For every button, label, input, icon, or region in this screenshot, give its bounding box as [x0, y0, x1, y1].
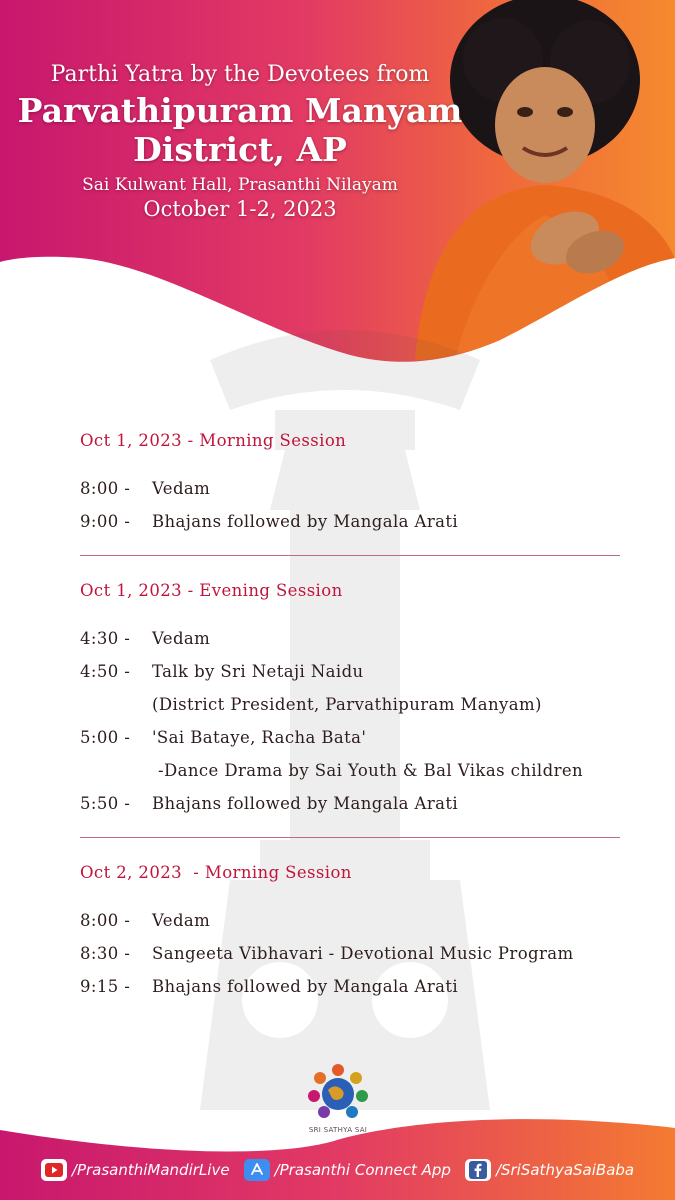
session-block — [80, 858, 620, 1003]
schedule-item — [80, 622, 620, 655]
schedule-item — [80, 472, 620, 505]
youtube-handle: /PrasanthiMandirLive — [71, 1161, 230, 1179]
item-event: Bhajans followed by Mangala Arati — [152, 977, 459, 996]
item-event: Talk by Sri Netaji Naidu — [152, 662, 364, 681]
facebook-link[interactable] — [465, 1159, 634, 1181]
item-event: Bhajans followed by Mangala Arati — [152, 512, 459, 531]
item-time: 9:15 - — [80, 977, 131, 996]
item-time: 8:00 - — [80, 479, 131, 498]
sri-sathya-sai-emblem-icon — [304, 1062, 372, 1124]
session-items — [80, 622, 620, 820]
event-title-line2: Parvathipuram Manyam — [17, 91, 463, 130]
app-link[interactable] — [244, 1159, 451, 1181]
facebook-icon — [465, 1159, 491, 1181]
schedule-item — [80, 505, 620, 538]
item-event: Vedam — [152, 911, 211, 930]
item-time: 8:00 - — [80, 911, 131, 930]
item-event: Vedam — [152, 479, 211, 498]
youtube-icon — [41, 1159, 67, 1181]
session-items — [80, 904, 620, 1003]
item-time: 4:50 - — [80, 662, 131, 681]
session-title: Oct 1, 2023 - Morning Session — [80, 431, 347, 450]
youtube-link[interactable] — [41, 1159, 230, 1181]
session-items — [80, 472, 620, 538]
item-time: 4:30 - — [80, 629, 131, 648]
schedule-item — [80, 787, 620, 820]
schedule-item — [80, 904, 620, 937]
session-divider — [80, 837, 620, 838]
sri-sathya-sai-logo — [297, 1062, 379, 1142]
schedule-item — [80, 937, 620, 970]
schedule — [80, 426, 620, 1003]
item-detail: (District President, Parvathipuram Manyam) — [152, 695, 542, 714]
schedule-item — [80, 970, 620, 1003]
event-title-line1: Parthi Yatra by the Devotees from — [50, 62, 430, 87]
schedule-item — [80, 655, 620, 688]
footer-social-bar — [0, 1152, 675, 1188]
item-time: 9:00 - — [80, 512, 131, 531]
session-divider — [80, 555, 620, 556]
item-event: Sangeeta Vibhavari - Devotional Music Program — [152, 944, 574, 963]
app-store-icon — [244, 1159, 270, 1181]
event-title-line3: District, AP — [133, 130, 347, 169]
item-event: 'Sai Bataye, Racha Bata' — [152, 728, 367, 747]
event-dates: October 1-2, 2023 — [143, 197, 337, 221]
session-block — [80, 426, 620, 538]
session-title: Oct 2, 2023 - Morning Session — [80, 863, 352, 882]
facebook-handle: /SriSathyaSaiBaba — [495, 1161, 635, 1179]
header-title-block — [10, 60, 470, 222]
item-detail: -Dance Drama by Sai Youth & Bal Vikas children — [158, 761, 584, 780]
venue-text: Sai Kulwant Hall, Prasanthi Nilayam — [82, 175, 398, 195]
session-title: Oct 1, 2023 - Evening Session — [80, 581, 343, 600]
app-name: /Prasanthi Connect App — [274, 1161, 451, 1179]
item-event: Vedam — [152, 629, 211, 648]
item-time: 5:50 - — [80, 794, 131, 813]
session-block — [80, 576, 620, 820]
item-time: 8:30 - — [80, 944, 131, 963]
logo-caption: SRI SATHYA SAI — [308, 1126, 368, 1134]
item-event: Bhajans followed by Mangala Arati — [152, 794, 459, 813]
item-time: 5:00 - — [80, 728, 131, 747]
schedule-item — [80, 721, 620, 754]
